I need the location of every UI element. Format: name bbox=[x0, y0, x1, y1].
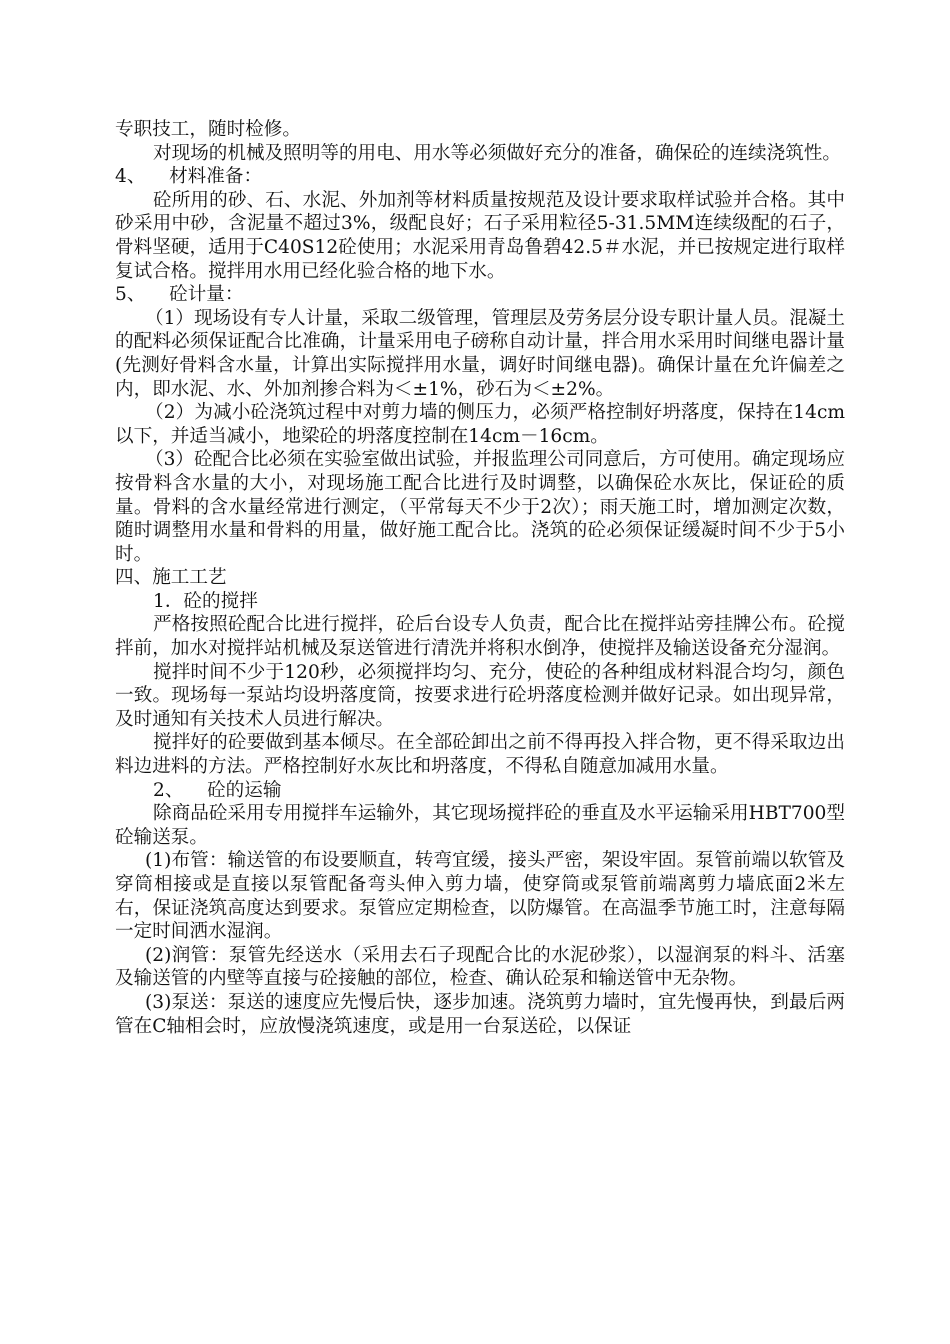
paragraph-material-quality: 砼所用的砂、石、水泥、外加剂等材料质量按规范及设计要求取样试验并合格。其中砂采用中砂，含泥量不超过3%，级配良好；石子采用粒径5-31.5MM连续级配的石子，骨料坚硬，适用于C40S12砼使用；水泥采用青岛鲁碧42.5＃水泥，并已按规定进行取样复试合格。搅拌用水用已经化验合格的地下水。 bbox=[115, 189, 845, 282]
list-item-metering-2: （2）为减小砼浇筑过程中对剪力墙的侧压力，必须严格控制好坍落度，保持在14cm以下，并适当减小，地梁砼的坍落度控制在14cm－16cm。 bbox=[115, 402, 845, 447]
list-item-metering-3: （3）砼配合比必须在实验室做出试验，并报监理公司同意后，方可使用。确定现场应按骨料含水量的大小，对现场施工配合比进行及时调整，以确保砼水灰比，保证砼的质量。骨料的含水量经常进行测定，（平常每天不少于2次）；雨天施工时，增加测定次数，随时调整用水量和骨料的用量，做好施工配合比。浇筑的砼必须保证缓凝时间不少于5小时。 bbox=[115, 449, 845, 565]
paragraph-transport-pump: 除商品砼采用专用搅拌车运输外，其它现场搅拌砼的垂直及水平运输采用HBT700型砼输送泵。 bbox=[115, 803, 845, 848]
subheading-concrete-transport: 2、 砼的运输 bbox=[153, 779, 282, 801]
subheading-concrete-mixing: 1．砼的搅拌 bbox=[153, 590, 258, 612]
document-page bbox=[115, 118, 845, 1038]
paragraph-mixing-ratio: 严格按照砼配合比进行搅拌，砼后台设专人负责，配合比在搅拌站旁挂牌公布。砼搅拌前，加水对搅拌站机械及泵送管进行清洗并将积水倒净，使搅拌及输送设备充分湿润。 bbox=[115, 614, 845, 660]
heading-concrete-metering: 5、 砼计量： bbox=[115, 284, 244, 306]
list-item-pipe-layout: (1)布管：输送管的布设要顺直，转弯宜缓，接头严密，架设牢固。泵管前端以软管及穿筒相接或是直接以泵管配备弯头伸入剪力墙，使穿筒或泵管前端离剪力墙底面2米左右，保证浇筑高度达到要求。泵管应定期检查，以防爆管。在高温季节施工时，注意每隔一定时间洒水湿润。 bbox=[115, 850, 845, 943]
paragraph-continuation: 专职技工，随时检修。 bbox=[115, 119, 301, 140]
list-item-pipe-lubrication: (2)润管：泵管先经送水（采用去石子现配合比的水泥砂浆），以湿润泵的料斗、活塞及输送管的内壁等直接与砼接触的部位，检查、确认砼泵和输送管中无杂物。 bbox=[115, 944, 845, 990]
paragraph-power-water-preparation: 对现场的机械及照明等的用电、用水等必须做好充分的准备，确保砼的连续浇筑性。 bbox=[153, 142, 841, 164]
list-item-pumping: (3)泵送：泵送的速度应先慢后快，逐步加速。浇筑剪力墙时，宜先慢再快，到最后两管在C轴相会时，应放慢浇筑速度，或是用一台泵送砼，以保证 bbox=[115, 991, 845, 1037]
heading-material-preparation: 4、 材料准备： bbox=[115, 166, 263, 188]
list-item-metering-1: （1）现场设有专人计量，采取二级管理，管理层及劳务层分设专职计量人员。混凝土的配料必须保证配合比准确，计量采用电子磅称自动计量，拌合用水采用时间继电器计量(先测好骨料含水量，计算出实际搅拌用水量，调好时间继电器)。确保计量在允许偏差之内，即水泥、水、外加剂掺合料为＜±1%，砂石为＜±2%。 bbox=[115, 307, 845, 400]
paragraph-mixing-discharge: 搅拌好的砼要做到基本倾尽。在全部砼卸出之前不得再投入拌合物，更不得采取边出料边进料的方法。严格控制好水灰比和坍落度，不得私自随意加减用水量。 bbox=[115, 732, 845, 778]
heading-construction-process: 四、施工工艺 bbox=[115, 567, 227, 589]
paragraph-mixing-time: 搅拌时间不少于120秒，必须搅拌均匀、充分，使砼的各种组成材料混合均匀，颜色一致。现场每一泵站均设坍落度筒，按要求进行砼坍落度检测并做好记录。如出现异常，及时通知有关技术人员进行解决。 bbox=[115, 661, 845, 730]
